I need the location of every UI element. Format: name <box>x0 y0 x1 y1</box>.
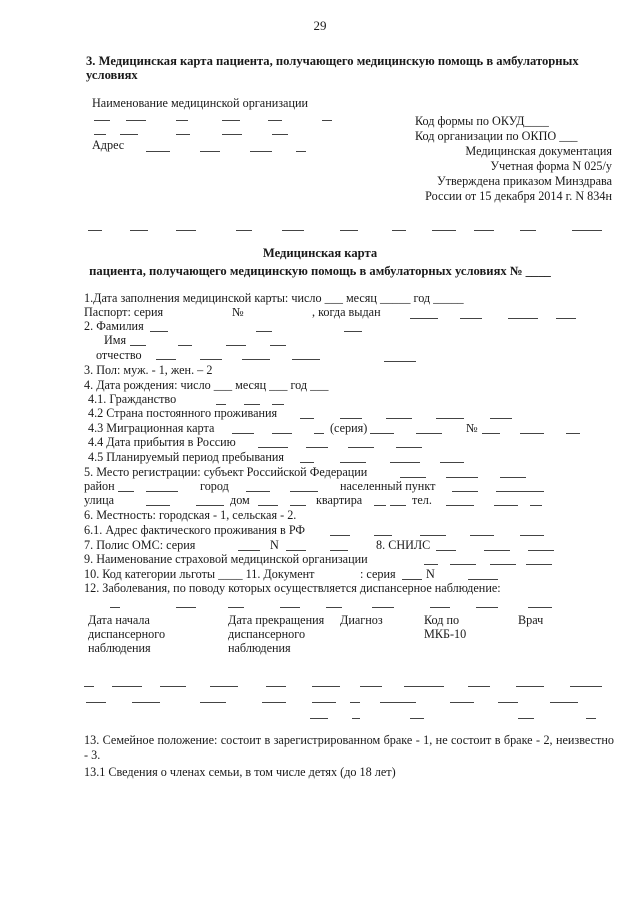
blank-line <box>86 702 106 703</box>
blank-line <box>326 607 342 608</box>
blank-line <box>300 462 314 463</box>
field-oms-series: 7. Полис ОМС: серия <box>84 538 196 552</box>
field-passport-issued: , когда выдан <box>312 305 381 319</box>
blank-line <box>118 491 134 492</box>
blank-line <box>360 686 382 687</box>
field-arrival-date: 4.4 Дата прибытия в Россию <box>88 435 236 449</box>
blank-line <box>410 718 424 719</box>
blank-line <box>236 230 252 231</box>
blank-line <box>196 505 224 506</box>
field-city: город <box>200 479 229 493</box>
blank-line <box>258 447 288 448</box>
blank-line <box>270 345 286 346</box>
blank-line <box>200 702 226 703</box>
blank-line <box>262 702 286 703</box>
blank-line <box>372 607 394 608</box>
field-migration-card: 4.3 Миграционная карта <box>88 421 215 435</box>
blank-line <box>494 505 518 506</box>
field-diseases: 12. Заболевания, по поводу которых осуществляется диспансерное наблюдение: <box>84 581 501 595</box>
blank-line <box>176 607 196 608</box>
blank-line <box>176 134 190 135</box>
blank-line <box>146 151 170 152</box>
blank-line <box>150 331 168 332</box>
blank-line <box>280 607 300 608</box>
blank-line <box>436 418 464 419</box>
blank-line <box>350 702 360 703</box>
field-document-no: N <box>426 567 435 581</box>
blank-line <box>216 404 226 405</box>
blank-line <box>244 404 260 405</box>
blank-line <box>386 418 412 419</box>
card-subtitle: пациента, получающего медицинскую помощь в амбулаторных условиях № ____ <box>89 264 551 278</box>
blank-line <box>348 447 374 448</box>
blank-line <box>322 120 332 121</box>
blank-line <box>88 230 102 231</box>
field-document-series: : серия <box>360 567 396 581</box>
blank-line <box>222 134 242 135</box>
blank-line <box>160 686 186 687</box>
field-oms-no: N <box>270 538 279 552</box>
blank-line <box>120 134 138 135</box>
blank-line <box>550 702 578 703</box>
blank-line <box>450 564 476 565</box>
blank-line <box>210 686 238 687</box>
field-insurance-org: 9. Наименование страховой медицинской организации <box>84 552 368 566</box>
blank-line <box>370 433 394 434</box>
blank-line <box>396 447 422 448</box>
blank-line <box>200 359 222 360</box>
blank-line <box>430 607 450 608</box>
blank-line <box>94 134 106 135</box>
field-migration-series: (серия) <box>330 421 368 435</box>
blank-line <box>460 318 482 319</box>
blank-line <box>272 404 284 405</box>
blank-line <box>232 433 254 434</box>
field-street: улица <box>84 493 115 507</box>
table-header-icd-code: Код по МКБ-10 <box>424 613 467 641</box>
field-marital-status: 13. Семейное положение: состоит в зарегистрированном браке - 1, не состоит в браке - 2, неизвестно - 3. <box>84 733 614 762</box>
address-label: Адрес <box>92 138 125 152</box>
field-benefit-code: 10. Код категории льготы ____ 11. Документ <box>84 567 315 581</box>
blank-line <box>390 462 420 463</box>
blank-line <box>436 550 456 551</box>
field-registration: 5. Место регистрации: субъект Российской Федерации <box>84 465 368 479</box>
blank-line <box>470 535 494 536</box>
blank-line <box>130 345 146 346</box>
field-patronymic: отчество <box>96 348 142 362</box>
blank-line <box>176 230 196 231</box>
med-doc-label: Медицинская документация <box>465 144 612 158</box>
blank-line <box>410 318 438 319</box>
blank-line <box>126 120 146 121</box>
blank-line <box>290 505 306 506</box>
blank-line <box>526 564 552 565</box>
field-fill-date: 1.Дата заполнения медицинской карты: число ___ месяц _____ год _____ <box>84 291 464 305</box>
blank-line <box>520 535 544 536</box>
blank-line <box>178 345 192 346</box>
field-migration-no: № <box>466 421 478 435</box>
blank-line <box>228 607 244 608</box>
table-header-start-date: Дата начала диспансерного наблюдения <box>88 613 166 655</box>
blank-line <box>222 120 240 121</box>
blank-line <box>146 505 170 506</box>
blank-line <box>484 550 510 551</box>
blank-line <box>404 686 444 687</box>
blank-line <box>296 151 306 152</box>
blank-line <box>272 134 288 135</box>
blank-line <box>400 477 426 478</box>
blank-line <box>312 686 340 687</box>
blank-line <box>314 433 324 434</box>
field-apartment: квартира <box>316 493 363 507</box>
blank-line <box>452 491 478 492</box>
blank-line <box>290 491 318 492</box>
blank-line <box>482 433 500 434</box>
blank-line <box>570 686 602 687</box>
blank-line <box>330 550 348 551</box>
blank-line <box>282 230 304 231</box>
org-name-label: Наименование медицинской организации <box>92 96 309 110</box>
blank-line <box>84 686 94 687</box>
blank-line <box>516 686 544 687</box>
field-phone: тел. <box>412 493 432 507</box>
field-citizenship: 4.1. Гражданство <box>88 392 177 406</box>
blank-line <box>432 230 456 231</box>
field-district: район <box>84 479 115 493</box>
blank-line <box>384 361 416 362</box>
field-sex: 3. Пол: муж. - 1, жен. – 2 <box>84 363 213 377</box>
field-passport-series: Паспорт: серия <box>84 305 164 319</box>
field-snils: 8. СНИЛС <box>376 538 431 552</box>
blank-line <box>292 359 320 360</box>
blank-line <box>500 477 526 478</box>
blank-line <box>392 230 406 231</box>
field-actual-address: 6.1. Адрес фактического проживания в РФ <box>84 523 306 537</box>
blank-line <box>312 702 336 703</box>
field-house: дом <box>230 493 250 507</box>
blank-line <box>306 447 328 448</box>
okud-label: Код формы по ОКУД____ <box>415 114 549 128</box>
blank-line <box>468 686 490 687</box>
blank-line <box>420 535 446 536</box>
blank-line <box>520 433 544 434</box>
blank-line <box>272 433 292 434</box>
blank-line <box>566 433 580 434</box>
blank-line <box>498 702 518 703</box>
blank-line <box>344 331 362 332</box>
blank-line <box>300 418 314 419</box>
blank-line <box>156 359 176 360</box>
blank-line <box>520 230 536 231</box>
blank-line <box>110 607 120 608</box>
blank-line <box>528 550 554 551</box>
field-stay-period: 4.5 Планируемый период пребывания <box>88 450 284 464</box>
blank-line <box>530 505 542 506</box>
blank-line <box>450 702 474 703</box>
blank-line <box>176 120 188 121</box>
blank-line <box>556 318 576 319</box>
blank-line <box>446 477 478 478</box>
blank-line <box>490 418 512 419</box>
blank-line <box>94 120 110 121</box>
blank-line <box>374 535 392 536</box>
blank-line <box>310 718 328 719</box>
blank-line <box>340 230 358 231</box>
approved-line2: России от 15 декабря 2014 г. N 834н <box>425 189 612 203</box>
blank-line <box>496 491 544 492</box>
blank-line <box>238 550 260 551</box>
page-number: 29 <box>313 18 327 33</box>
blank-line <box>586 718 596 719</box>
blank-line <box>474 230 494 231</box>
table-header-end-date: Дата прекращения диспансерного наблюдения <box>228 613 325 655</box>
blank-line <box>440 462 464 463</box>
blank-line <box>424 564 438 565</box>
field-locality-type: 6. Местность: городская - 1, сельская - 2. <box>84 508 297 522</box>
blank-line <box>200 151 220 152</box>
blank-line <box>112 686 142 687</box>
blank-line <box>476 607 498 608</box>
section-heading: 3. Медицинская карта пациента, получающего медицинскую помощь в амбулаторных условиях <box>86 54 579 82</box>
blank-line <box>130 230 148 231</box>
blank-line <box>518 718 534 719</box>
blank-line <box>132 702 160 703</box>
form-codes-block <box>395 114 612 204</box>
form-number: Учетная форма N 025/у <box>490 159 612 173</box>
field-family-members: 13.1 Сведения о членах семьи, в том числе детях (до 18 лет) <box>84 765 396 779</box>
field-surname: 2. Фамилия <box>84 319 144 333</box>
blank-line <box>390 505 406 506</box>
blank-line <box>380 702 416 703</box>
blank-line <box>528 607 552 608</box>
blank-line <box>268 120 282 121</box>
blank-line <box>340 462 366 463</box>
blank-line <box>352 718 360 719</box>
blank-line <box>266 686 286 687</box>
blank-line <box>468 579 498 580</box>
okpo-label: Код организации по ОКПО ___ <box>415 129 578 143</box>
blank-line <box>508 318 538 319</box>
field-passport-no: № <box>232 305 244 319</box>
blank-line <box>246 491 270 492</box>
blank-line <box>572 230 602 231</box>
blank-line <box>446 505 474 506</box>
card-title: Медицинская карта <box>262 246 378 260</box>
field-residence-country: 4.2 Страна постоянного проживания <box>88 406 278 420</box>
blank-line <box>374 505 386 506</box>
table-header-doctor: Врач <box>518 613 544 627</box>
field-birth-date: 4. Дата рождения: число ___ месяц ___ год ___ <box>84 378 329 392</box>
blank-line <box>286 550 306 551</box>
field-locality: населенный пункт <box>340 479 436 493</box>
blank-line <box>146 491 178 492</box>
blank-line <box>256 331 272 332</box>
field-name: Имя <box>104 333 127 347</box>
blank-line <box>490 564 516 565</box>
blank-line <box>242 359 270 360</box>
blank-line <box>226 345 246 346</box>
table-header-diagnosis: Диагноз <box>340 613 383 627</box>
approved-line1: Утверждена приказом Минздрава <box>437 174 612 188</box>
blank-line <box>416 433 442 434</box>
blank-line <box>250 151 272 152</box>
blank-line <box>402 579 422 580</box>
blank-line <box>340 418 362 419</box>
blank-line <box>258 505 278 506</box>
blank-line <box>330 535 350 536</box>
